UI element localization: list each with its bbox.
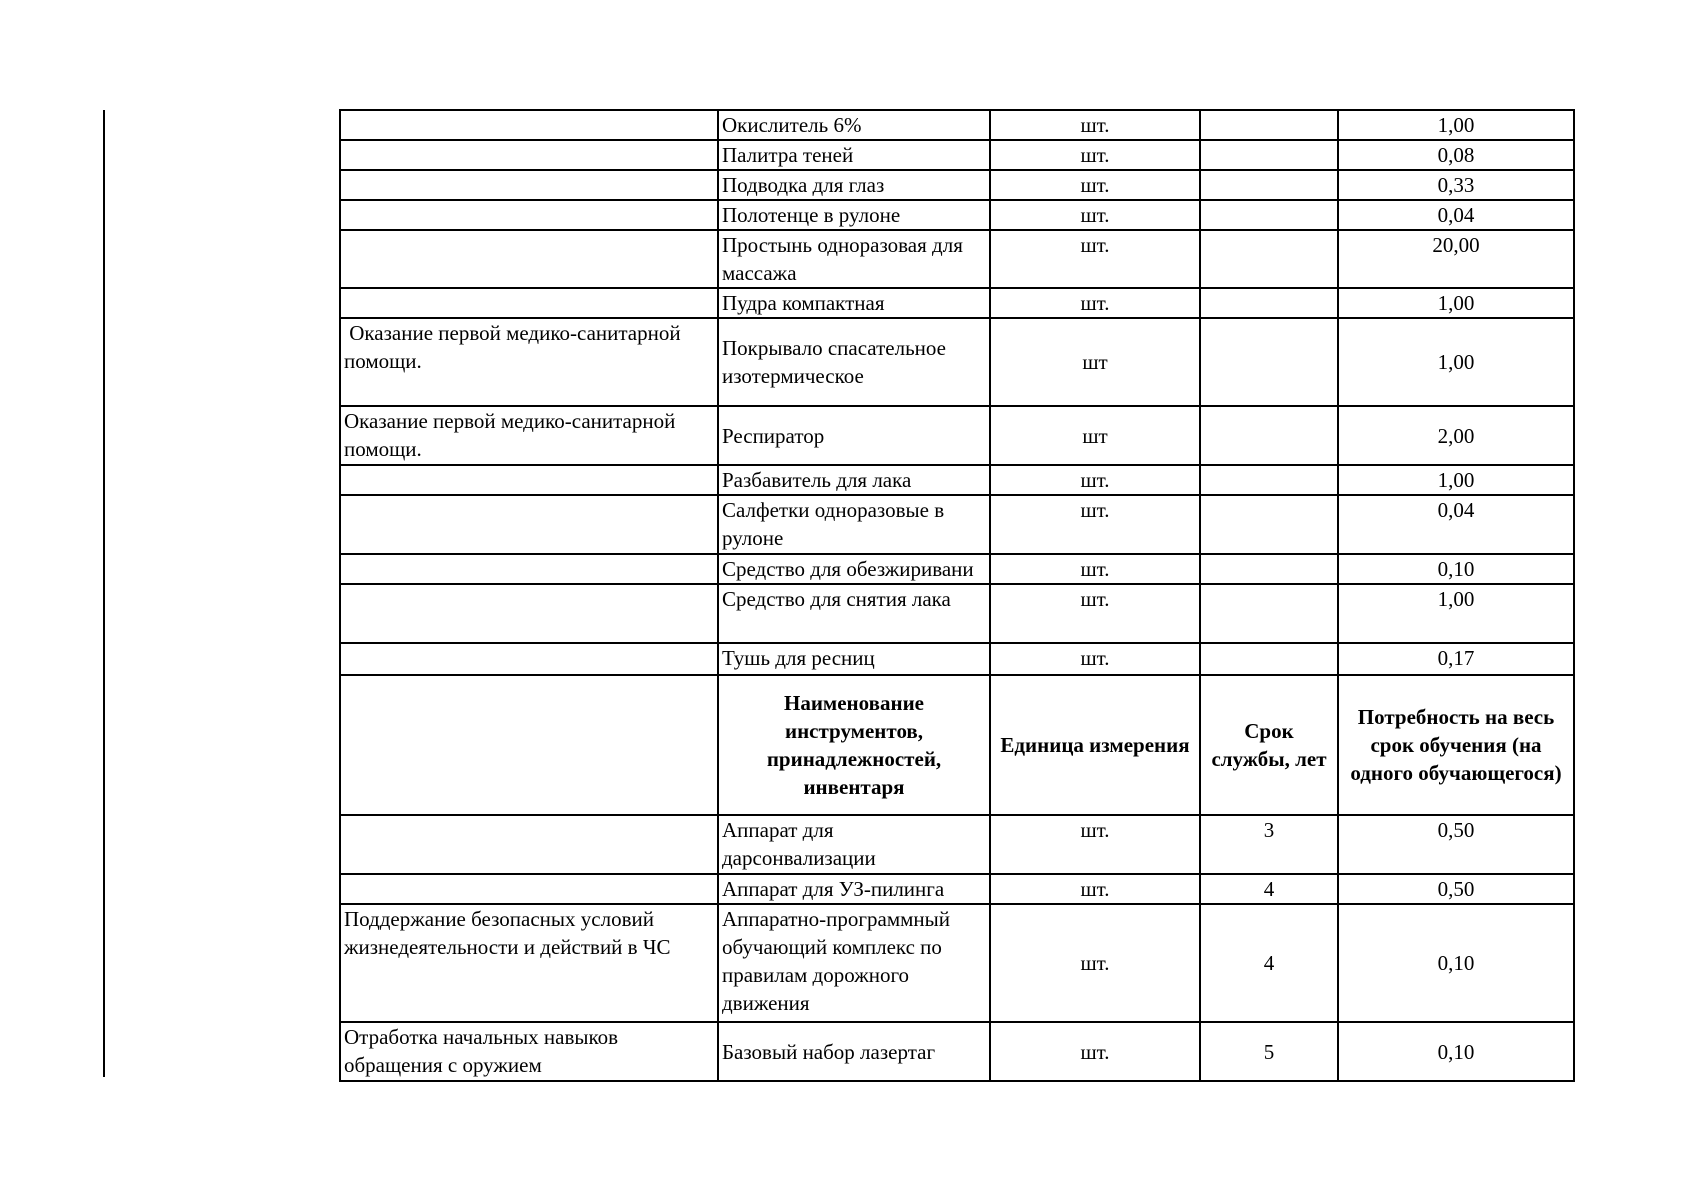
item-name-cell: Тушь для ресниц [718,643,990,675]
need-cell: 1,00 [1338,584,1574,643]
need-cell: 1,00 [1338,318,1574,406]
unit-cell: шт. [990,495,1200,554]
item-name-cell: Аппаратно-программный обучающий комплекс по правилам дорожного движения [718,904,990,1022]
item-name-cell: Салфетки одноразовые в рулоне [718,495,990,554]
service-life-cell: 4 [1200,904,1338,1022]
table-row [340,140,1574,170]
need-cell: 0,04 [1338,495,1574,554]
service-life-cell: 3 [1200,815,1338,874]
unit-cell: шт. [990,815,1200,874]
table-row [340,465,1574,495]
service-life-cell [1200,288,1338,318]
service-life-cell [1200,318,1338,406]
service-life-cell [1200,140,1338,170]
service-life-cell: 4 [1200,874,1338,904]
item-name-cell: Аппарат для УЗ-пилинга [718,874,990,904]
need-cell: 1,00 [1338,465,1574,495]
service-life-cell [1200,643,1338,675]
header-activity-cell [340,675,718,815]
table-row [340,874,1574,904]
activity-cell: Оказание первой медико-санитарной помощи. [340,318,718,406]
unit-cell: шт. [990,230,1200,288]
need-cell: 0,04 [1338,200,1574,230]
table-row [340,318,1574,406]
table-row [340,495,1574,554]
item-name-cell: Подводка для глаз [718,170,990,200]
table-row [340,230,1574,288]
service-life-cell [1200,110,1338,140]
unit-cell: шт [990,318,1200,406]
unit-cell: шт [990,406,1200,465]
item-name-cell: Палитра теней [718,140,990,170]
need-cell: 0,10 [1338,904,1574,1022]
item-name-cell: Покрывало спасательное изотермическое [718,318,990,406]
service-life-cell [1200,465,1338,495]
item-name-cell: Базовый набор лазертаг [718,1022,990,1081]
unit-cell: шт. [990,874,1200,904]
table-row [340,110,1574,140]
service-life-cell [1200,200,1338,230]
need-cell: 1,00 [1338,288,1574,318]
unit-cell: шт. [990,554,1200,584]
service-life-cell [1200,554,1338,584]
activity-cell [340,230,718,288]
table-row [340,406,1574,465]
need-cell: 0,50 [1338,815,1574,874]
table-row [340,1022,1574,1081]
unit-cell: шт. [990,584,1200,643]
activity-cell [340,170,718,200]
table-row [340,584,1574,643]
item-name-cell: Респиратор [718,406,990,465]
left-margin-line [103,110,105,1077]
item-name-cell: Полотенце в рулоне [718,200,990,230]
unit-cell: шт. [990,170,1200,200]
item-name-cell: Средство для обезжиривани [718,554,990,584]
table-row [340,815,1574,874]
table-row [340,170,1574,200]
equipment-table [339,109,1575,1082]
header-item-name: Наименование инструментов, принадлежностей, инвентаря [718,675,990,815]
activity-cell [340,288,718,318]
activity-cell [340,874,718,904]
service-life-cell: 5 [1200,1022,1338,1081]
unit-cell: шт. [990,288,1200,318]
activity-cell [340,465,718,495]
need-cell: 1,00 [1338,110,1574,140]
need-cell: 0,17 [1338,643,1574,675]
header-need: Потребность на весь срок обучения (на одного обучающегося) [1338,675,1574,815]
service-life-cell [1200,406,1338,465]
service-life-cell [1200,584,1338,643]
table-row [340,200,1574,230]
item-name-cell: Пудра компактная [718,288,990,318]
activity-cell [340,110,718,140]
table-row [340,643,1574,675]
item-name-cell: Разбавитель для лака [718,465,990,495]
need-cell: 0,50 [1338,874,1574,904]
activity-cell [340,554,718,584]
need-cell: 0,10 [1338,1022,1574,1081]
item-name-cell: Аппарат для дарсонвализации [718,815,990,874]
activity-cell [340,495,718,554]
service-life-cell [1200,495,1338,554]
unit-cell: шт. [990,110,1200,140]
need-cell: 2,00 [1338,406,1574,465]
activity-cell [340,200,718,230]
activity-cell: Поддержание безопасных условий жизнедеятельности и действий в ЧС [340,904,718,1022]
table-header-row [340,675,1574,815]
activity-cell: Оказание первой медико-санитарной помощи. [340,406,718,465]
service-life-cell [1200,230,1338,288]
activity-cell: Отработка начальных навыков обращения с оружием [340,1022,718,1081]
item-name-cell: Средство для снятия лака [718,584,990,643]
header-service-life: Срок службы, лет [1200,675,1338,815]
unit-cell: шт. [990,465,1200,495]
service-life-cell [1200,170,1338,200]
unit-cell: шт. [990,140,1200,170]
need-cell: 0,10 [1338,554,1574,584]
table-row [340,904,1574,1022]
table-row [340,288,1574,318]
item-name-cell: Окислитель 6% [718,110,990,140]
unit-cell: шт. [990,904,1200,1022]
need-cell: 0,33 [1338,170,1574,200]
unit-cell: шт. [990,1022,1200,1081]
activity-cell [340,643,718,675]
activity-cell [340,584,718,643]
table-row [340,554,1574,584]
need-cell: 0,08 [1338,140,1574,170]
item-name-cell: Простынь одноразовая для массажа [718,230,990,288]
unit-cell: шт. [990,643,1200,675]
unit-cell: шт. [990,200,1200,230]
activity-cell [340,140,718,170]
activity-cell [340,815,718,874]
need-cell: 20,00 [1338,230,1574,288]
header-unit: Единица измерения [990,675,1200,815]
